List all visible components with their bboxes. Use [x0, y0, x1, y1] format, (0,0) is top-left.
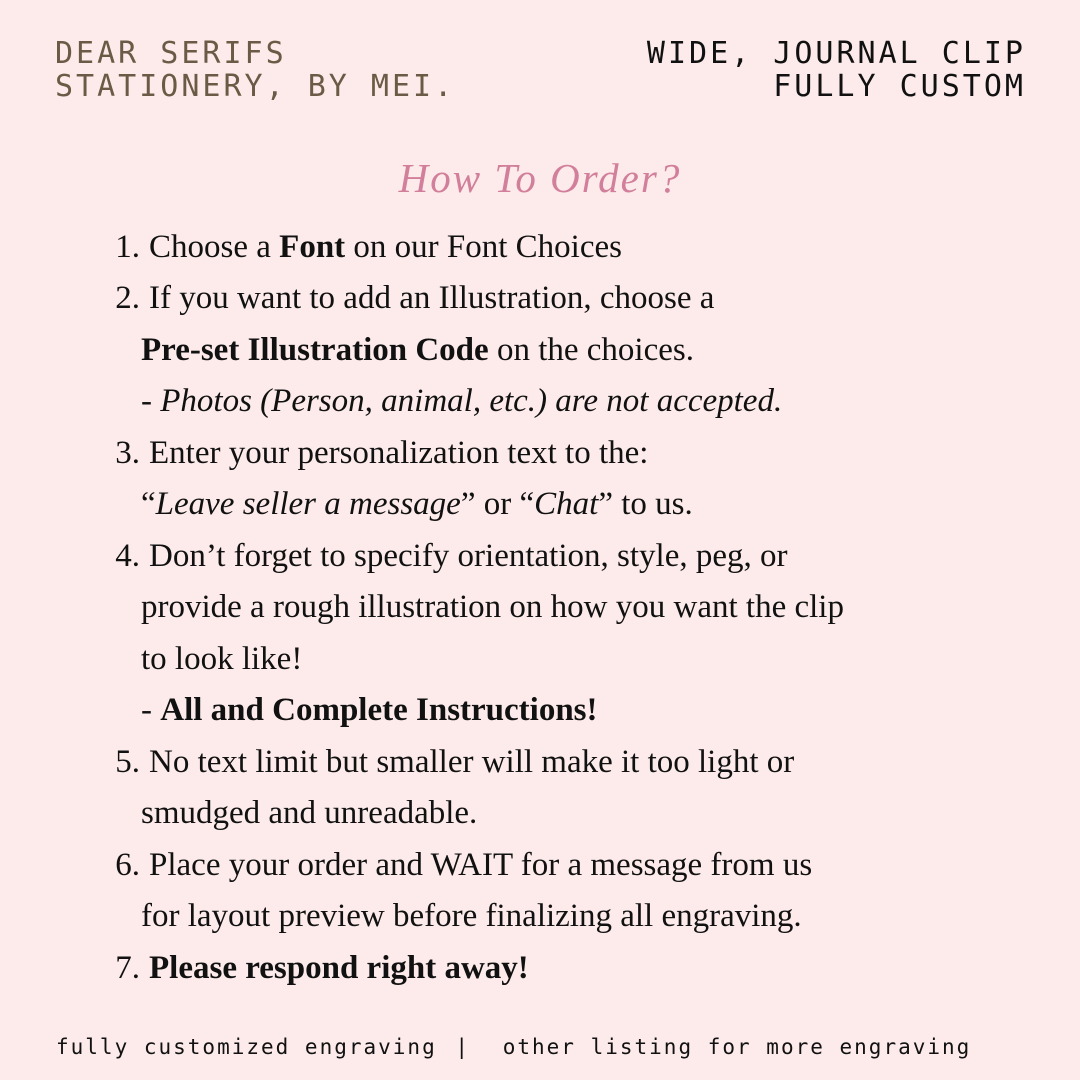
product-line-1: WIDE, JOURNAL CLIP [646, 36, 1026, 71]
product-name [647, 37, 1026, 103]
step-2-note-dash: - [141, 383, 161, 419]
step-5-line-1: No text limit but smaller will make it too light or [149, 744, 795, 780]
step-4-line-2: provide a rough illustration on how you want the clip [141, 589, 844, 625]
step-7-text [149, 948, 529, 988]
step-6-line-2: for layout preview before finalizing all engraving. [141, 898, 802, 934]
step-5-line-2: smudged and unreadable. [141, 795, 478, 831]
step-3-line-2 [141, 484, 693, 524]
step-4-number: 4. [115, 538, 140, 574]
step-2-post: on the choices. [488, 332, 694, 368]
step-3-chat: Chat [534, 486, 599, 522]
step-4-note [141, 690, 598, 730]
step-5-number: 5. [115, 744, 140, 780]
step-2-line-1: If you want to add an Illustration, choose a [149, 280, 715, 316]
step-4-note-dash: - [141, 692, 161, 728]
step-2-note [141, 381, 782, 421]
product-line-2: FULLY CUSTOM [773, 69, 1026, 104]
step-4-note-bold: All and Complete Instructions! [160, 692, 598, 728]
step-1-bold: Font [279, 229, 346, 265]
step-6-number: 6. [115, 847, 140, 883]
step-4-line-3: to look like! [141, 641, 303, 677]
step-2-line-2 [141, 330, 694, 370]
step-7-bold: Please respond right away! [149, 950, 529, 986]
step-1-post: on our Font Choices [345, 229, 622, 265]
step-1-pre: Choose a [149, 229, 280, 265]
step-3-line-1: Enter your personalization text to the: [149, 435, 649, 471]
step-6-line-1: Place your order and WAIT for a message from us [149, 847, 813, 883]
footer-right: other listing for more engraving [502, 1035, 972, 1059]
page-title: How To Order? [398, 155, 682, 201]
footer-left: fully customized engraving [56, 1035, 437, 1059]
step-3-or: ” or “ [460, 486, 535, 522]
brand-name [55, 37, 455, 103]
brand-line-1: DEAR SERIFS [55, 36, 287, 71]
step-2-note-text: Photos (Person, animal, etc.) are not accepted. [160, 383, 783, 419]
brand-line-2: STATIONERY, BY MEI. [55, 69, 456, 104]
step-3-quote-open: “ [141, 486, 156, 522]
step-4-line-1: Don’t forget to specify orientation, style, peg, or [149, 538, 788, 574]
step-3-to-us: ” to us. [598, 486, 693, 522]
step-7-number: 7. [115, 950, 140, 986]
step-2-bold: Pre-set Illustration Code [141, 332, 489, 368]
footer-divider: | [455, 1035, 471, 1059]
step-3-leave-message: Leave seller a message [155, 486, 461, 522]
step-1-number: 1. [115, 229, 140, 265]
step-1-text [149, 227, 622, 267]
step-2-number: 2. [115, 280, 140, 316]
step-3-number: 3. [115, 435, 140, 471]
footer [56, 1035, 971, 1059]
